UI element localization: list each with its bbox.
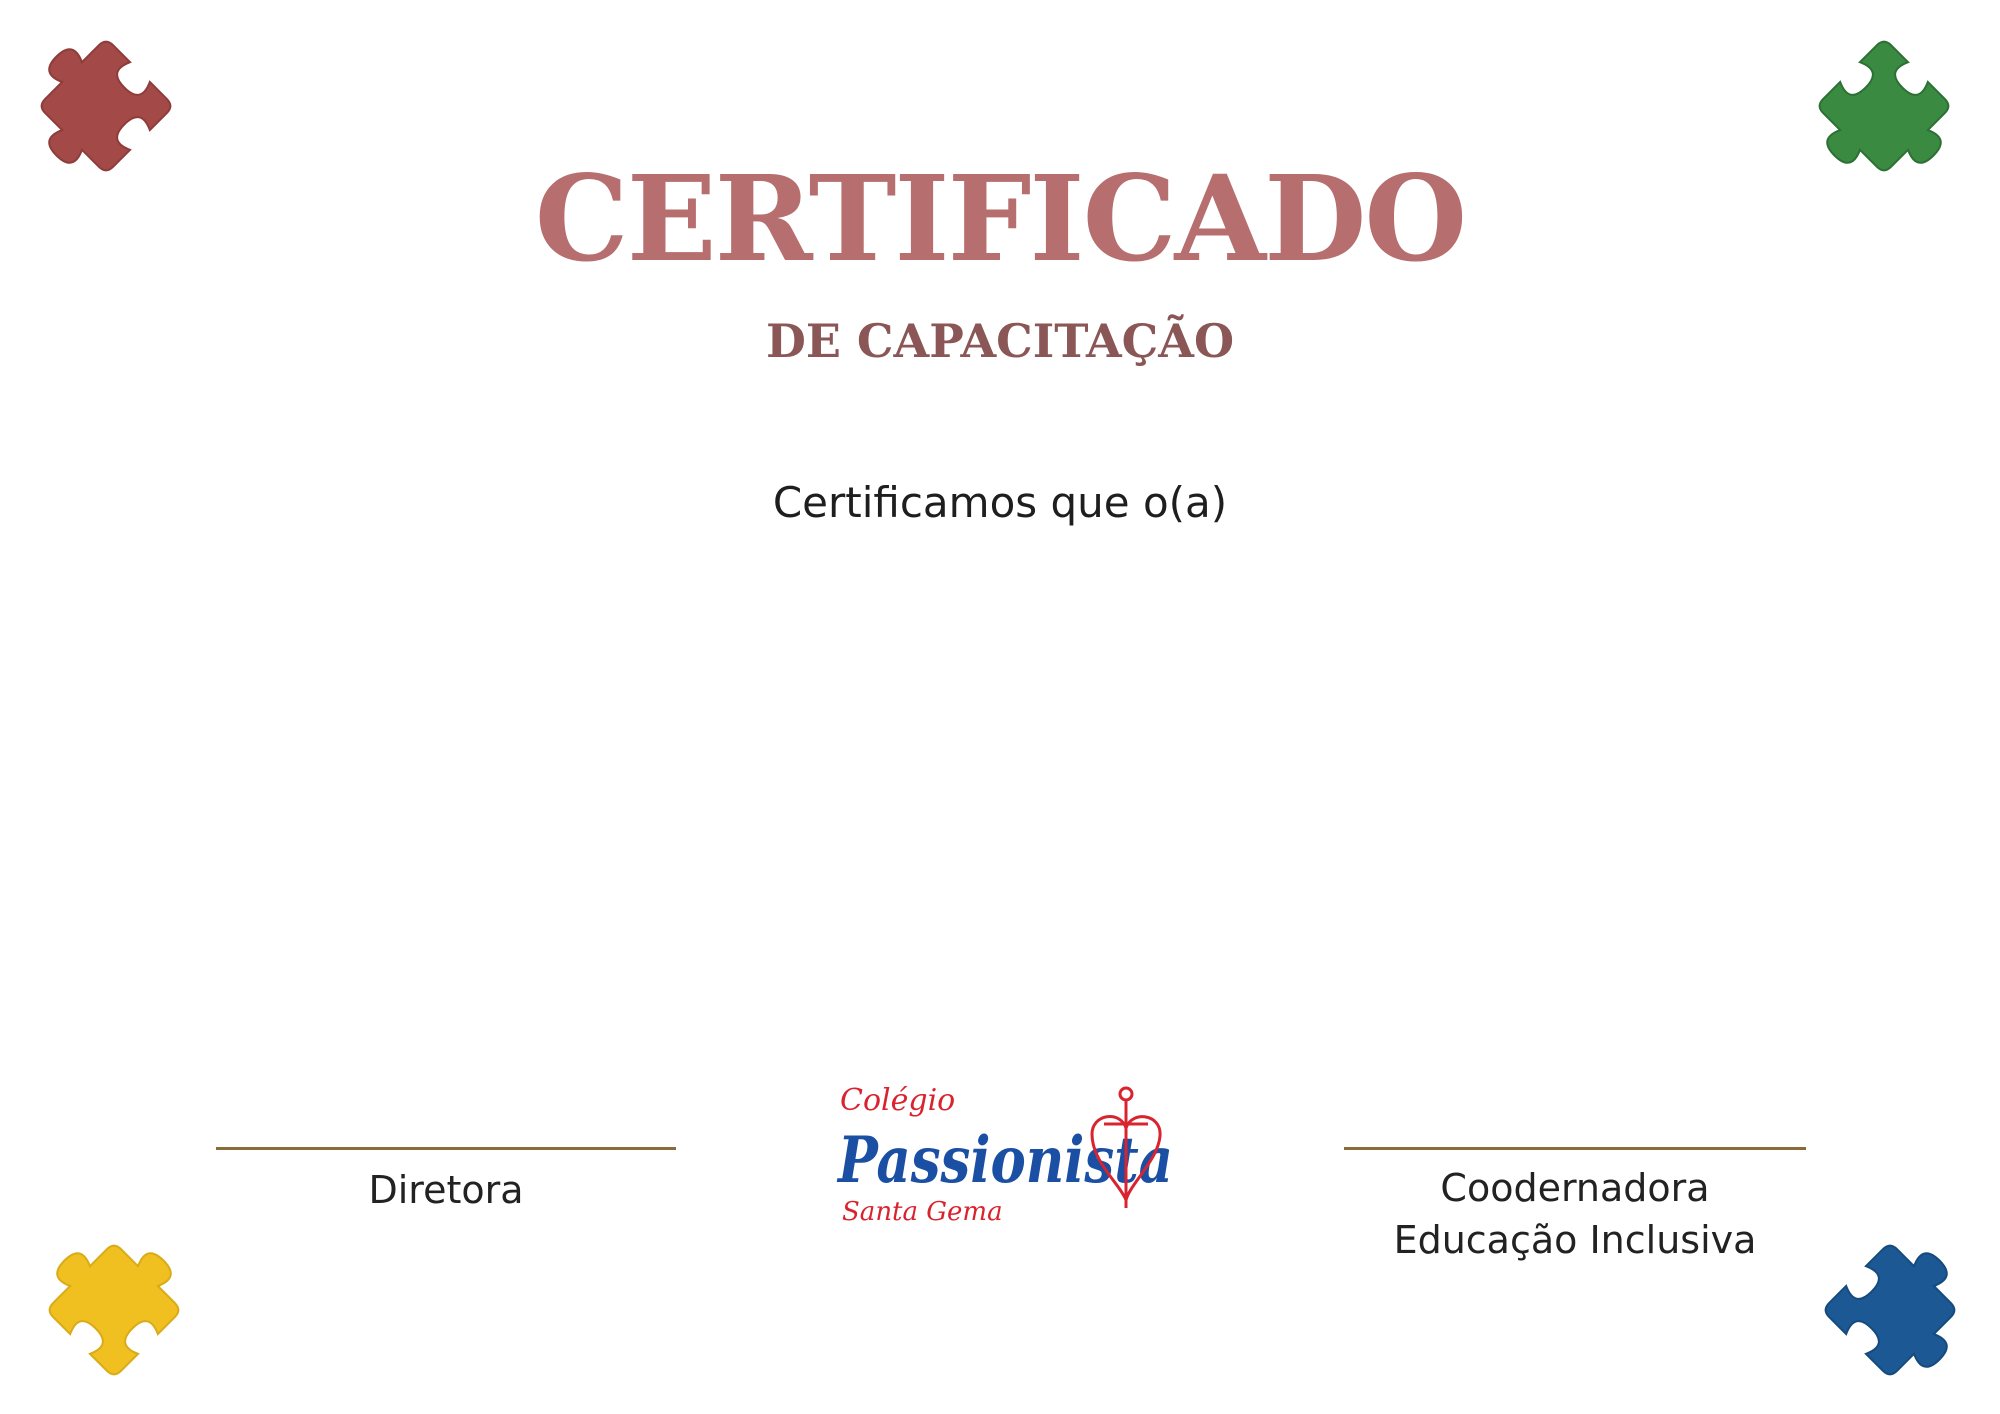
signature-line-coordinator [1344, 1147, 1806, 1150]
puzzle-piece-yellow-icon [31, 1211, 198, 1378]
signature-line-director [216, 1147, 676, 1150]
certificate-subtitle: DE CAPACITAÇÃO [765, 314, 1235, 368]
signature-label-coordinator [1300, 1163, 1850, 1266]
logo-passionista-text: Passionista [836, 1123, 1173, 1198]
logo-college-text: Colégio [840, 1083, 956, 1118]
certificate-title: CERTIFICADO [534, 149, 1466, 288]
signature-role-coordinator-line1: Coodernadora [1440, 1166, 1710, 1210]
certificate-body-text: Certificamos que o(a) [772, 478, 1228, 527]
signature-role-coordinator-line2: Educação Inclusiva [1393, 1217, 1757, 1262]
signature-label-director [216, 1165, 676, 1217]
logo-santa-gema-text: Santa Gema [842, 1197, 1003, 1227]
school-logo [830, 1080, 1190, 1230]
signature-role-director: Diretora [368, 1168, 524, 1212]
